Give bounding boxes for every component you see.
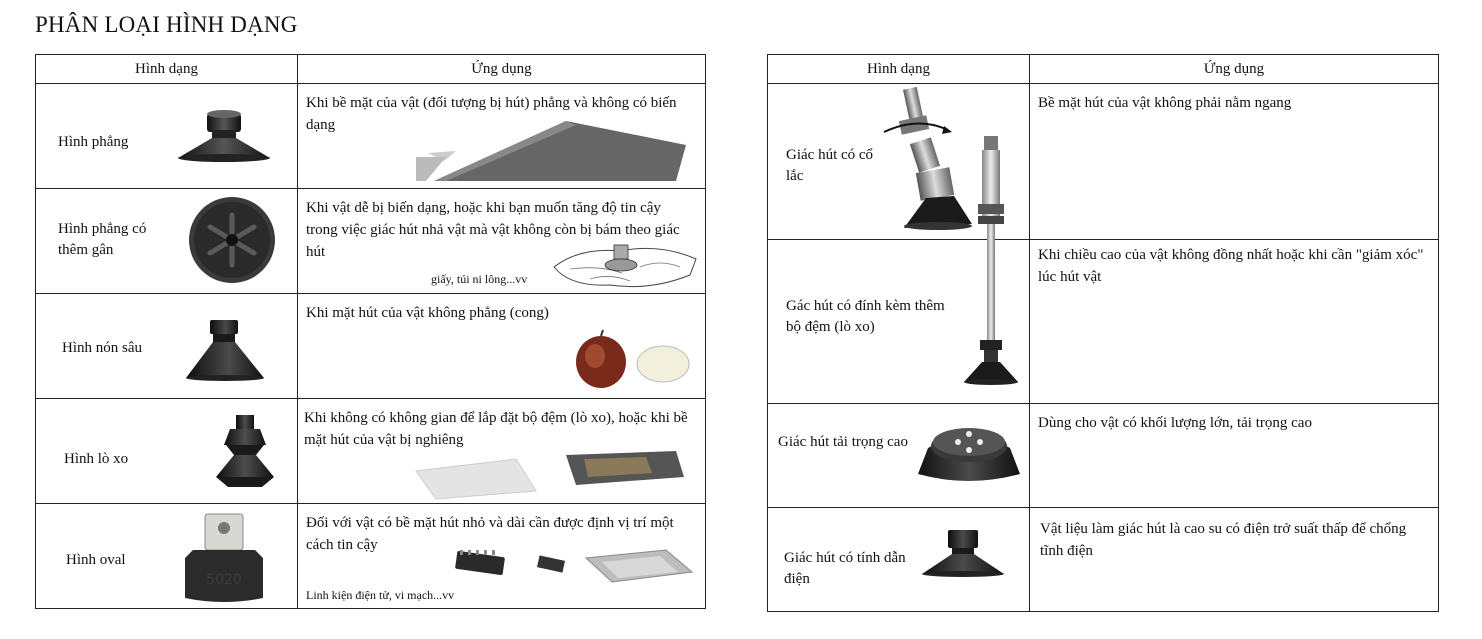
left-header-shape: Hình dạng	[36, 55, 298, 84]
usage-text: Khi mặt hút của vật không phẳng (cong)	[306, 305, 549, 321]
table-row	[36, 189, 706, 294]
table-row	[768, 404, 1439, 508]
shape-label: Giác hút có cổ lắc	[786, 147, 874, 184]
right-table-header	[768, 55, 1439, 84]
table-row	[36, 294, 706, 399]
components-illustration	[456, 546, 696, 586]
right-header-usage: Ứng dụng	[1030, 55, 1439, 84]
shape-label: Hình lò xo	[64, 451, 129, 467]
bellows-cup-icon	[210, 413, 280, 499]
left-header-usage: Ứng dụng	[298, 55, 706, 84]
usage-note: giấy, túi ni lông...vv	[431, 272, 528, 286]
plastic-bag-sketch	[550, 237, 700, 293]
usage-cell	[1030, 84, 1439, 240]
usage-cell	[298, 504, 706, 609]
shape-label: Giác hút tải trọng cao	[778, 434, 908, 450]
usage-cell	[298, 189, 706, 294]
usage-note: Linh kiện điện tử, vi mạch...vv	[306, 588, 455, 602]
right-table	[767, 54, 1439, 612]
shape-cell	[36, 84, 298, 189]
table-row	[36, 504, 706, 609]
heavy-duty-cup-icon	[914, 418, 1024, 488]
right-header-shape: Hình dạng	[768, 55, 1030, 84]
shape-label: Hình oval	[66, 552, 126, 568]
shape-cell	[36, 399, 298, 504]
shape-label: Giác hút có tính dẫn điện	[784, 550, 906, 587]
usage-text: Bề mặt hút của vật không phải nằm ngang	[1038, 95, 1292, 111]
shape-cell	[36, 189, 298, 294]
conductive-cup-icon	[918, 528, 1008, 584]
ribbed-cup-icon	[186, 195, 282, 285]
flat-plate-illustration	[416, 121, 686, 181]
usage-cell	[1030, 240, 1439, 404]
usage-text: Dùng cho vật có khối lượng lớn, tải trọng cao	[1038, 415, 1312, 431]
apple-lemon-illustration	[575, 330, 695, 390]
shape-cell	[36, 294, 298, 399]
emboss-text: 5020	[206, 572, 242, 588]
usage-cell	[298, 294, 706, 399]
shape-cell	[768, 508, 1030, 612]
usage-cell	[298, 399, 706, 504]
shape-cell	[768, 404, 1030, 508]
usage-cell	[1030, 404, 1439, 508]
usage-text: Khi chiều cao của vật không đồng nhất hoặc khi cần "giảm xóc" lúc hút vật	[1038, 247, 1424, 285]
oval-cup-icon	[179, 510, 269, 606]
shape-label: Hình phẳng	[58, 134, 129, 150]
shape-label: Gác hút có đính kèm thêm bộ đệm (lò xo)	[786, 298, 945, 335]
table-row	[36, 399, 706, 504]
buffered-cup-illustration	[964, 134, 1044, 394]
usage-text: Khi không có không gian để lắp đặt bộ đệm (lò xo), hoặc khi bề mặt hút của vật bị nghiêng	[304, 410, 688, 448]
shape-cell	[36, 504, 298, 609]
table-row	[768, 84, 1439, 240]
page-title: PHÂN LOẠI HÌNH DẠNG	[35, 12, 298, 37]
table-row	[36, 84, 706, 189]
usage-text: Vật liệu làm giác hút là cao su có điện trở suất thấp để chống tĩnh điện	[1040, 521, 1407, 559]
table-row	[768, 240, 1439, 404]
usage-text: Khi bề mặt của vật (đối tượng bị hút) phẳng và không có biến dạng	[306, 95, 677, 133]
shape-label: Hình phẳng có thêm gân	[58, 221, 147, 258]
left-table	[35, 54, 706, 609]
usage-cell	[298, 84, 706, 189]
bags-illustration	[416, 451, 686, 499]
usage-cell	[1030, 508, 1439, 612]
flat-cup-icon	[174, 100, 274, 170]
table-row	[768, 508, 1439, 612]
usage-text: Đối với vật có bề mặt hút nhỏ và dài cần được định vị trí một cách tin cậy	[306, 515, 674, 553]
usage-text: Khi vật dễ bị biến dạng, hoặc khi bạn muốn tăng độ tin cậy trong việc giác hút nhả vật mà vật không còn bị bám theo giác hút	[306, 200, 680, 260]
deep-cone-cup-icon	[180, 318, 270, 388]
left-table-header	[36, 55, 706, 84]
shape-label: Hình nón sâu	[62, 340, 142, 356]
